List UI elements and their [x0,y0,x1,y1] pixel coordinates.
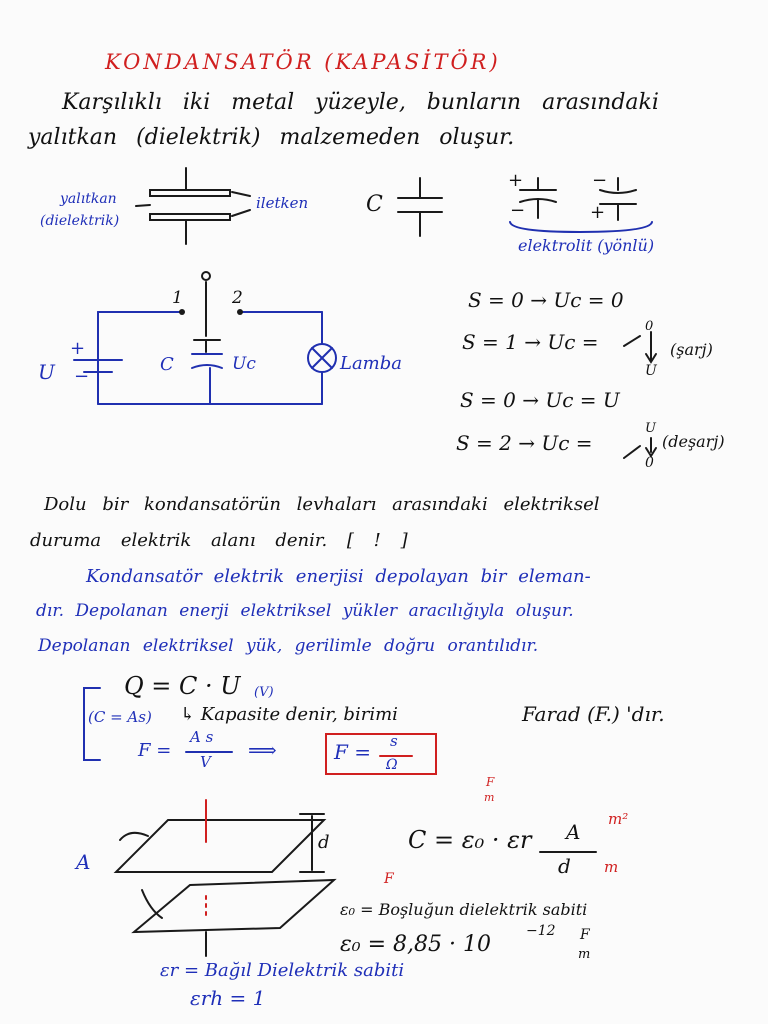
state-4: S = 2 → Uc = [456,431,593,455]
source-u-label: U [38,360,55,384]
unit-fm-den: m [484,791,495,804]
field-line-1: Dolu bir kondansatörün levhaları arasındaki elektriksel [44,494,600,515]
epsr-definition: εr = Bağıl Dielektrik sabiti [160,960,405,981]
electrolytic-symbols [510,178,652,232]
cap-c-label: C [366,192,383,217]
energy-line-1: Kondansatör elektrik enerjisi depolayan bir eleman- [86,566,591,587]
f-formula-den: V [200,753,211,771]
cap-voltage-label: Uc [232,354,256,374]
circuit-diagram [74,272,336,404]
switch-pos-2: 2 [232,288,243,308]
eps0-unit-num: F [580,927,590,943]
parallel-plates-drawing [116,800,334,956]
boxed-lhs: F = [334,740,371,764]
source-plus: + [70,338,86,359]
state-2: S = 1 → Uc = [462,330,599,354]
unit-f: F [384,871,394,887]
switch-pos-1: 1 [172,288,183,308]
boxed-den: Ω [386,757,398,773]
dielectric-label: (dielektrik) [40,213,120,229]
epsrh-value: εrh = 1 [190,986,266,1010]
f-formula-lhs: F = [138,740,172,761]
frac-den: d [558,854,571,878]
c-plate-formula: C = ε₀ · εr [408,826,532,854]
plate-capacitor-symbol [136,168,250,244]
state-2-to: U [645,363,657,379]
state-2-note: (şarj) [670,340,713,359]
source-minus: − [74,366,90,387]
elec-plus-2: + [590,202,606,223]
volt-unit: (V) [254,685,274,700]
state-2-from: 0 [645,319,654,334]
intro-line-1: Karşılıklı iki metal yüzeyle, bunların arasındaki [62,90,659,115]
page-title: KONDANSATÖR (KAPASİTÖR) [105,50,501,74]
coulomb-note: (C = As) [88,708,152,726]
circuit-c-label: C [160,354,174,375]
farad-note: Farad (F.) 'dır. [522,702,665,726]
state-arrows [624,332,656,458]
frac-num: A [566,820,581,844]
state-4-to: 0 [645,455,654,471]
boxed-num: s [390,732,398,750]
area-label: A [76,850,91,874]
f-formula-num: A s [190,728,214,746]
state-3: S = 0 → Uc = U [460,388,620,412]
energy-line-3: Depolanan elektriksel yük, gerilimle doğru orantılıdır. [38,636,539,656]
q-formula: Q = C · U [124,672,241,700]
elec-plus-1: + [508,170,524,191]
unit-fm-num: F [486,775,495,789]
conductor-label: iletken [256,194,309,212]
insulator-label: yalıtkan [60,191,117,207]
elec-minus-1: − [510,200,526,221]
state-4-from: U [645,421,656,436]
eps0-definition: ε₀ = Boşluğun dielektrik sabiti [340,900,588,919]
electrolytic-label: elektrolit (yönlü) [518,236,655,255]
state-4-note: (deşarj) [662,432,725,451]
frac-num-unit: m² [608,810,629,828]
elec-minus-2: − [592,170,608,191]
state-1: S = 0 → Uc = 0 [468,288,624,312]
energy-line-2: dır. Depolanan enerji elektriksel yükler aracılığıyla oluşur. [36,601,574,621]
intro-line-2: yalıtkan (dielektrik) malzemeden oluşur. [28,125,515,150]
implies-arrow: ⟹ [248,738,277,762]
eps0-exponent: −12 [526,923,556,939]
eps0-value: ε₀ = 8,85 · 10 [340,932,492,957]
eps0-unit-den: m [578,947,591,962]
frac-den-unit: m [604,858,619,876]
distance-label: d [318,832,330,853]
simple-capacitor-symbol [398,178,442,236]
field-line-2: duruma elektrik alanı denir. [ ! ] [30,530,408,551]
lamp-label: Lamba [340,353,403,374]
capacitance-note: ↳ Kapasite denir, birimi [180,704,398,725]
